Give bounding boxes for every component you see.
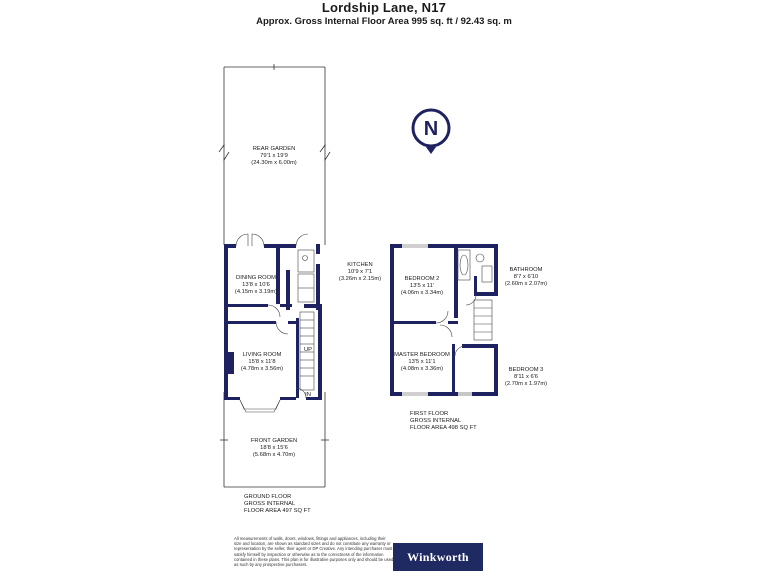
bedroom-3-label: BEDROOM 3 [508,367,544,373]
ground-floor-caption-2: GROSS INTERNAL [244,501,296,507]
entrance-label: IN [305,392,311,398]
master-bedroom-metric: (4.08m x 3.36m) [400,366,444,372]
master-bedroom-label: MASTER BEDROOM [394,352,450,358]
dining-room-label: DINING ROOM [236,275,276,281]
first-floor-caption-3: FLOOR AREA 498 SQ FT [410,425,477,431]
dining-room-imperial: 13'8 x 10'6 [242,282,270,288]
north-compass-icon [413,110,449,154]
bathroom-metric: (2.60m x 2.07m) [504,281,548,287]
ground-floor-caption-1: GROUND FLOOR [244,494,292,500]
rear-garden-metric: (24.30m x 6.00m) [251,160,297,166]
ground-floor-walls [224,244,322,400]
first-floor-caption-1: FIRST FLOOR [410,411,449,417]
disclaimer-text: All measurements of walls, doors, windows, fittings and appliances, including their size and location, are shown as standard sizes and do not constitute any warranty or representation by the seller, their agent or DP Creative. Any intending purchaser must satisfy himself by inspection or otherwise as to the correctness of the information contained in these plans. This plan is for illustrative purposes only and should be used as such by any prospective purchasers. [234,536,394,568]
bathroom-label: BATHROOM [509,267,543,273]
stairs-up-label: UP [303,347,313,353]
kitchen-metric: (3.26m x 2.15m) [338,276,382,282]
page-title: Lordship Lane, N17 [321,0,447,15]
front-garden-label: FRONT GARDEN [250,438,298,444]
bathroom-imperial: 8'7 x 6'10 [513,274,539,280]
bedroom-3-metric: (2.70m x 1.97m) [504,381,548,387]
front-garden-metric: (5.68m x 4.70m) [252,452,296,458]
rear-garden-label: REAR GARDEN [252,146,296,152]
kitchen-imperial: 10'9 x 7'1 [347,269,373,275]
bedroom-2-imperial: 13'5 x 11' [409,283,435,289]
bedroom-3-imperial: 8'11 x 6'6 [513,374,539,380]
first-floor-details [402,245,492,395]
ground-floor-caption-3: FLOOR AREA 497 SQ FT [244,508,311,514]
dining-room-metric: (4.15m x 3.19m) [234,289,278,295]
kitchen-label: KITCHEN [347,262,373,268]
bedroom-2-metric: (4.06m x 3.34m) [400,290,444,296]
page-subtitle: Approx. Gross Internal Floor Area 995 sq. ft / 92.43 sq. m [256,16,512,27]
bedroom-2-label: BEDROOM 2 [404,276,440,282]
first-floor-caption-2: GROSS INTERNAL [410,418,462,424]
front-garden-imperial: 18'8 x 15'6 [260,445,288,451]
winkworth-logo: Winkworth [393,543,483,571]
living-room-imperial: 15'8 x 11'8 [248,359,276,365]
rear-garden-imperial: 79'1 x 19'9 [260,153,288,159]
compass-letter: N [423,118,439,140]
living-room-metric: (4.78m x 3.56m) [240,366,284,372]
master-bedroom-imperial: 13'5 x 11'1 [408,359,436,365]
living-room-label: LIVING ROOM [242,352,282,358]
